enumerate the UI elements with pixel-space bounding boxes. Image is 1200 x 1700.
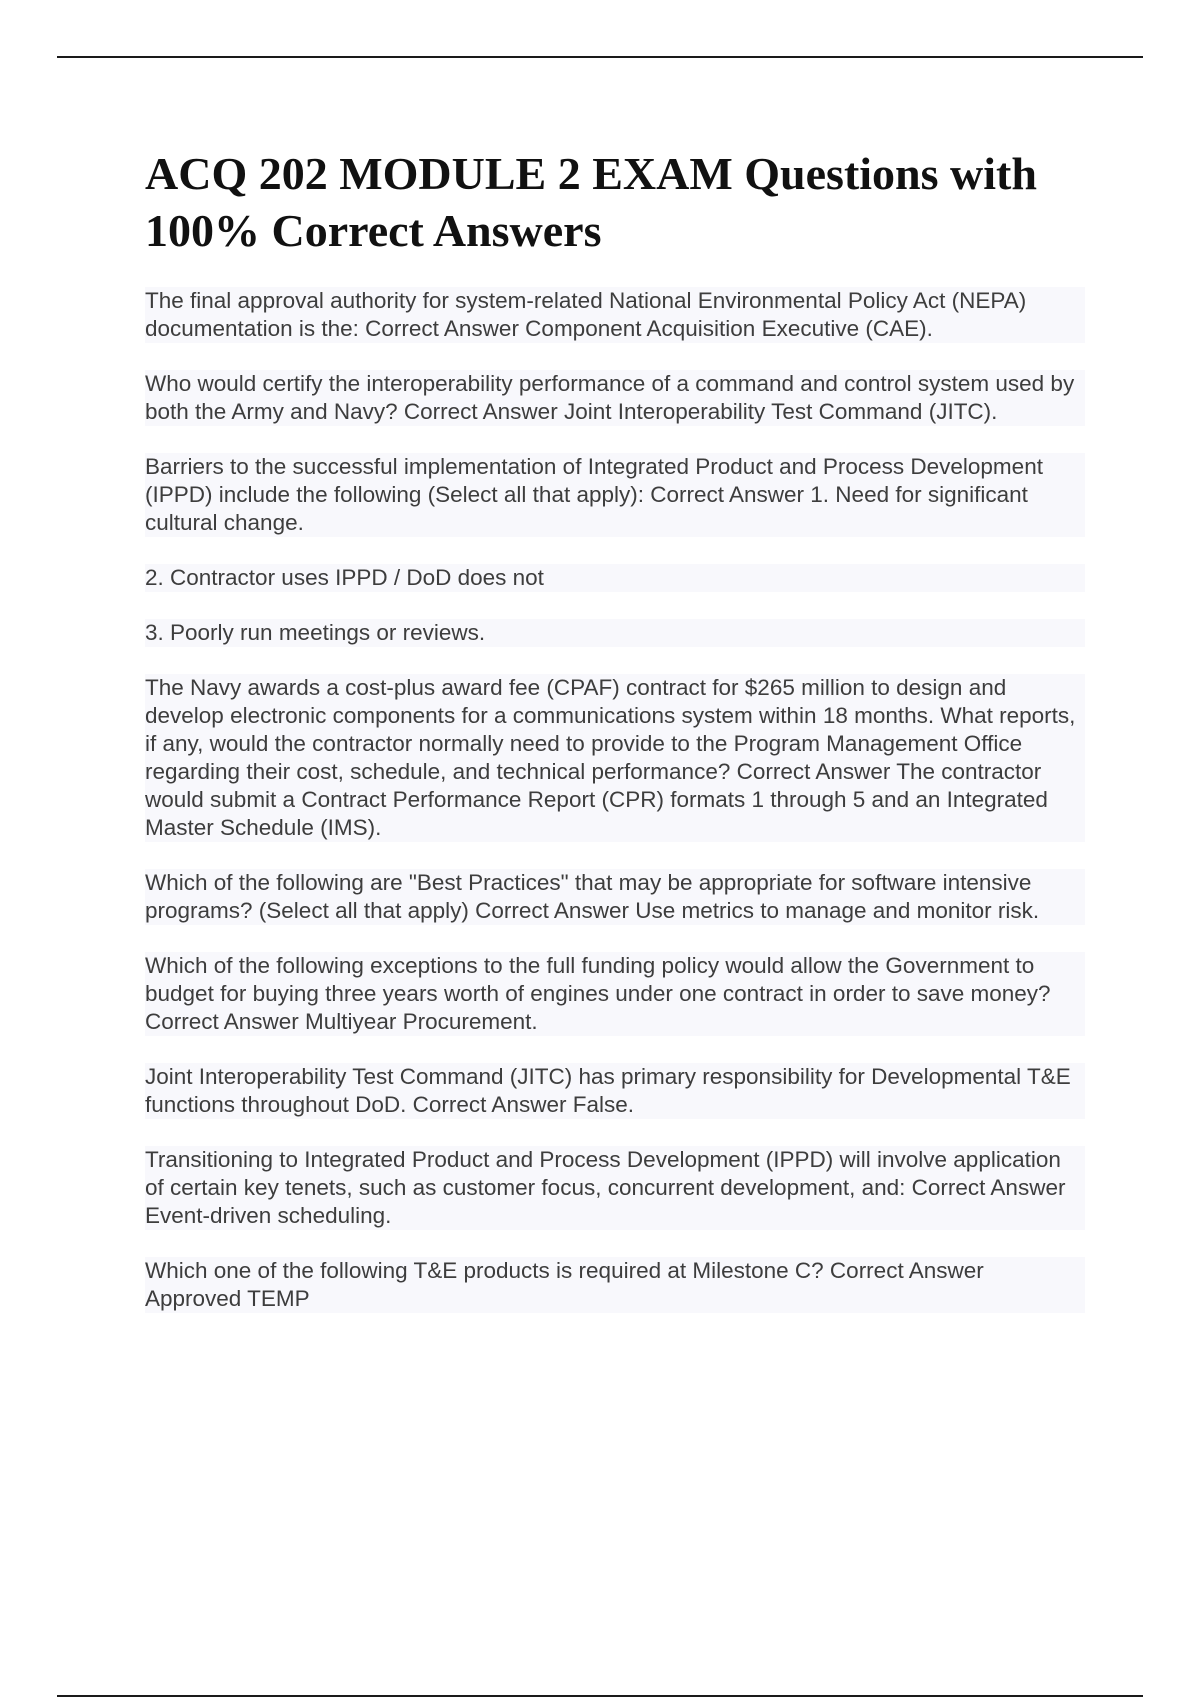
qa-paragraph-11: Which one of the following T&E products is required at Milestone C? Correct Answer Approved TEMP — [145, 1257, 1085, 1313]
document-body — [145, 145, 1085, 1340]
document-title: ACQ 202 MODULE 2 EXAM Questions with 100% Correct Answers — [145, 148, 1037, 256]
qa-paragraph-3: Barriers to the successful implementation of Integrated Product and Process Development (IPPD) include the following (Select all that apply): Correct Answer 1. Need for significant cultural change. — [145, 453, 1085, 537]
qa-paragraph-7: Which of the following are "Best Practices" that may be appropriate for software intensive programs? (Select all that apply) Correct Answer Use metrics to manage and monitor risk. — [145, 869, 1085, 925]
qa-paragraph-9: Joint Interoperability Test Command (JITC) has primary responsibility for Developmental T&E functions throughout DoD. Correct Answer False. — [145, 1063, 1085, 1119]
qa-paragraph-10: Transitioning to Integrated Product and Process Development (IPPD) will involve application of certain key tenets, such as customer focus, concurrent development, and: Correct Answer Event-driven scheduling. — [145, 1146, 1085, 1230]
qa-paragraph-8: Which of the following exceptions to the full funding policy would allow the Government to budget for buying three years worth of engines under one contract in order to save money? Correct Answer Multiyear Procurement. — [145, 952, 1085, 1036]
qa-paragraph-6: The Navy awards a cost-plus award fee (CPAF) contract for $265 million to design and develop electronic components for a communications system within 18 months. What reports, if any, would the contractor normally need to provide to the Program Management Office regarding their cost, schedule, and technical performance? Correct Answer The contractor would submit a Contract Performance Report (CPR) formats 1 through 5 and an Integrated Master Schedule (IMS). — [145, 674, 1085, 842]
qa-paragraph-4: 2. Contractor uses IPPD / DoD does not — [145, 564, 1085, 592]
qa-paragraph-2: Who would certify the interoperability performance of a command and control system used by both the Army and Navy? Correct Answer Joint Interoperability Test Command (JITC). — [145, 370, 1085, 426]
top-rule — [57, 56, 1143, 58]
bottom-rule — [57, 1695, 1143, 1697]
qa-paragraph-5: 3. Poorly run meetings or reviews. — [145, 619, 1085, 647]
qa-paragraph-1: The final approval authority for system-related National Environmental Policy Act (NEPA) documentation is the: Correct Answer Component Acquisition Executive (CAE). — [145, 287, 1085, 343]
